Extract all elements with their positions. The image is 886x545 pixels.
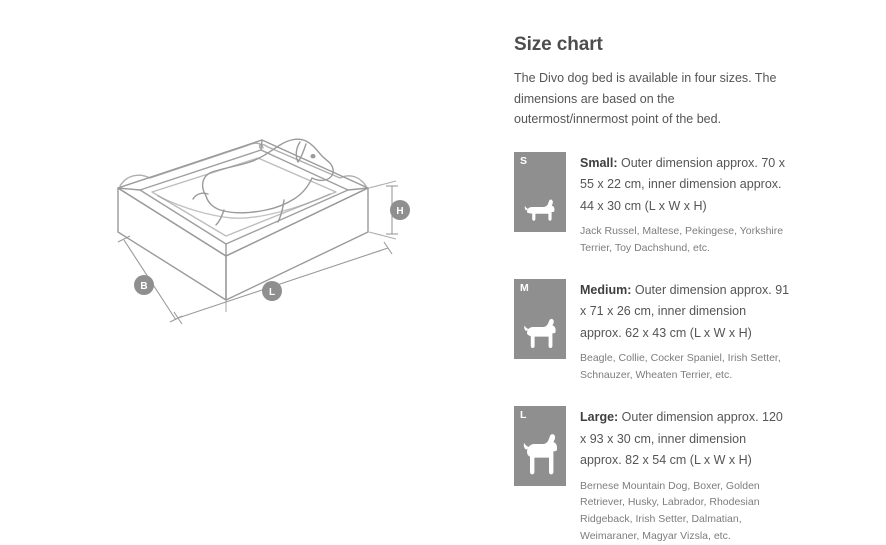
size-dimensions-medium: Outer dimension approx. 91 x 71 x 26 cm, inner dimension approx. 62 x 43 cm (L x W x H) [580,282,790,340]
dimension-label-length [262,281,282,301]
size-name-medium: Medium: [580,282,632,297]
intro-text: The Divo dog bed is available in four sizes. The dimensions are based on the outermost/innermost point of the bed. [514,71,777,127]
dimension-label-height [390,200,410,220]
size-breeds-small: Jack Russel, Maltese, Pekingese, Yorkshire Terrier, Toy Dachshund, etc. [580,225,784,255]
size-description-medium [580,280,790,345]
size-row-medium [514,279,790,384]
dog-silhouette-small-icon [523,196,557,226]
dog-silhouette-medium-icon [522,315,558,353]
size-breeds-medium: Beagle, Collie, Cocker Spaniel, Irish Setter, Schnauzer, Wheaten Terrier, etc. [580,352,781,382]
size-row-large [514,406,790,545]
size-text-medium [580,279,790,384]
size-name-large: Large: [580,410,619,425]
size-description-small [580,153,790,218]
size-letter-medium: M [520,281,529,294]
size-description-large [580,407,790,472]
page-title: Size chart [514,34,603,55]
size-name-small: Small: [580,155,618,170]
size-letter-large: L [520,409,527,422]
size-breeds-large: Bernese Mountain Dog, Boxer, Golden Retriever, Husky, Labrador, Rhodesian Ridgeback, Irish Setter, Dalmatian, Weimaraner, Magyar Vizsla, etc. [580,479,760,542]
dimension-label-width [134,275,154,295]
size-tile-small [514,152,566,232]
svg-text:L: L [268,287,276,298]
size-dimensions-large: Outer dimension approx. 120 x 93 x 30 cm, inner dimension approx. 82 x 54 cm (L x W x H) [580,410,783,468]
dog-silhouette-large-icon [521,430,559,480]
size-chart-content [500,0,886,542]
size-text-small [580,152,790,257]
size-tile-large [514,406,566,486]
svg-text:B: B [140,281,148,292]
size-letter-small: S [520,154,528,167]
size-dimensions-small: Outer dimension approx. 70 x 55 x 22 cm, inner dimension approx. 44 x 30 cm (L x W x H) [580,155,785,213]
size-text-large [580,406,790,545]
size-row-small [514,152,790,257]
svg-text:H: H [396,206,404,217]
size-tile-medium [514,279,566,359]
